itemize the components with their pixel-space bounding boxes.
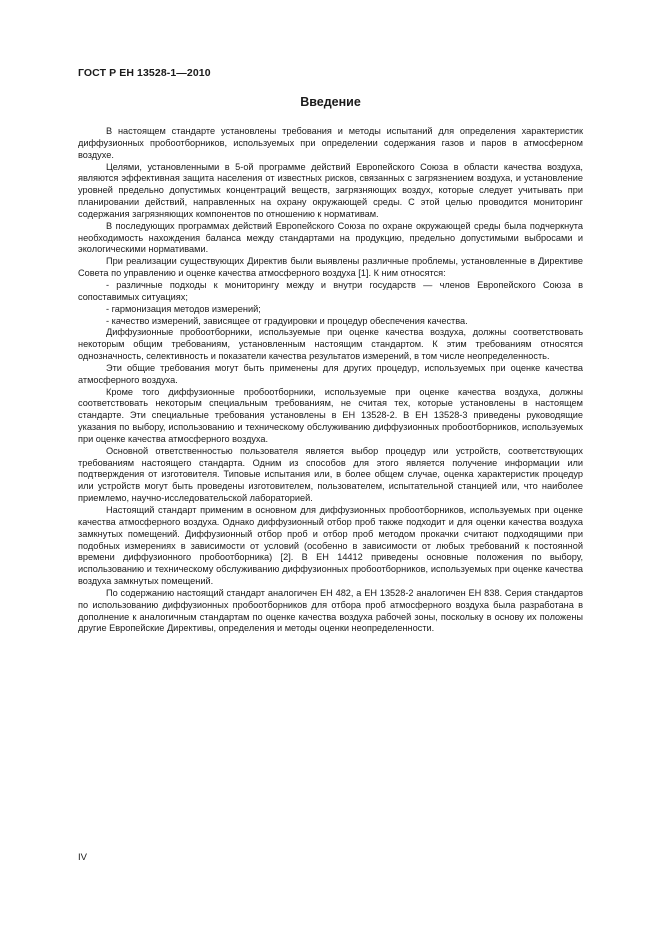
standard-code: ГОСТ Р ЕН 13528-1—2010 xyxy=(78,67,211,79)
paragraph: По содержанию настоящий стандарт аналогичен ЕН 482, а ЕН 13528-2 аналогичен ЕН 838. Серия стандартов по использованию диффузионных пробоотборников для отбора проб атмосферного воздуха была разработана в дополнение к аналогичным стандартам по оценке качества воздуха рабочей зоны, поскольку в основу их положены другие Европейские Директивы, определения и методы оценки неопределенности. xyxy=(78,587,583,634)
page-number: IV xyxy=(78,852,87,863)
paragraph: Эти общие требования могут быть применены для других процедур, используемых при оценке качества атмосферного воздуха. xyxy=(78,362,583,385)
paragraph: Кроме того диффузионные пробоотборники, используемые при оценке качества воздуха, должны соответствовать некоторым специальным требованиям, не считая тех, которые установлены в настоящем стандарте. Эти специальные требования установлены в ЕН 13528-2. В ЕН 13528-3 приведены руководящие указания по выбору, использованию и техническому обслуживанию диффузионных пробоотборников, используемых при оценке качества атмосферного воздуха. xyxy=(78,386,583,444)
paragraph: При реализации существующих Директив были выявлены различные проблемы, установленные в Директиве Совета по управлению и оценке качества атмосферного воздуха [1]. К ним относятся: xyxy=(78,256,583,279)
paragraph: В настоящем стандарте установлены требования и методы испытаний для определения характеристик диффузионных пробоотборников, используемых при определении содержания газов и паров в атмосферном воздухе. xyxy=(78,126,583,160)
paragraph: Основной ответственностью пользователя является выбор процедур или устройств, соответствующих требованиям настоящего стандарта. Одним из способов для этого является получение информации или подтверждения от изготовителя. Типовые испытания или, в более общем случае, оценка характеристик процедур или устройств могут быть проведены изготовителем, пользователем, испытательной станцией или, что наиболее приемлемо, научно-исследовательской лабораторией. xyxy=(78,445,583,504)
body-text xyxy=(78,126,583,635)
list-item: - различные подходы к мониторингу между и внутри государств — членов Европейского Союза в сопоставимых ситуациях; xyxy=(78,279,583,302)
list-item: - гармонизация методов измерений; xyxy=(106,303,261,314)
paragraph: Целями, установленными в 5-ой программе действий Европейского Союза в области качества воздуха, являются эффективная защита населения от известных рисков, связанных с загрязнением воздуха, и установление уровней предельно допустимых концентраций веществ, загрязняющих воздух, которые следует учитывать при планировании действий, направленных на охрану окружающей среды. С этой целью проводится мониторинг содержания загрязняющих компонентов по отношению к нормативам. xyxy=(78,161,583,219)
list-item: - качество измерений, зависящее от градуировки и процедур обеспечения качества. xyxy=(106,315,468,326)
paragraph: В последующих программах действий Европейского Союза по охране окружающей среды была подчеркнута необходимость нахождения баланса между стандартами на продукцию, предельно допустимыми выбросами и экологическими нормативами. xyxy=(78,220,583,255)
section-title: Введение xyxy=(300,95,361,109)
paragraph: Диффузионные пробоотборники, используемые при оценке качества воздуха, должны соответствовать некоторым общим требованиям, установленным настоящим стандартом. К этим требованиям относятся однозначность, селективность и показатели качества результатов измерений, в том числе неопределенность. xyxy=(78,327,583,362)
paragraph: Настоящий стандарт применим в основном для диффузионных пробоотборников, используемых при оценке качества атмосферного воздуха. Однако диффузионный отбор проб также подходит и для оценки качества воздуха замкнутых помещений. Диффузионный отбор проб и отбор проб методом прокачки считают подходящими при подобных измерениях в зависимости от условий (особенно в зависимости от любых требований к постоянной времени диффузионного пробоотборника) [2]. В ЕН 14412 приведены основные положения по выбору, использованию и техническому обслуживанию диффузионных пробоотборников, используемых при оценке качества воздуха замкнутых помещений. xyxy=(78,505,583,587)
